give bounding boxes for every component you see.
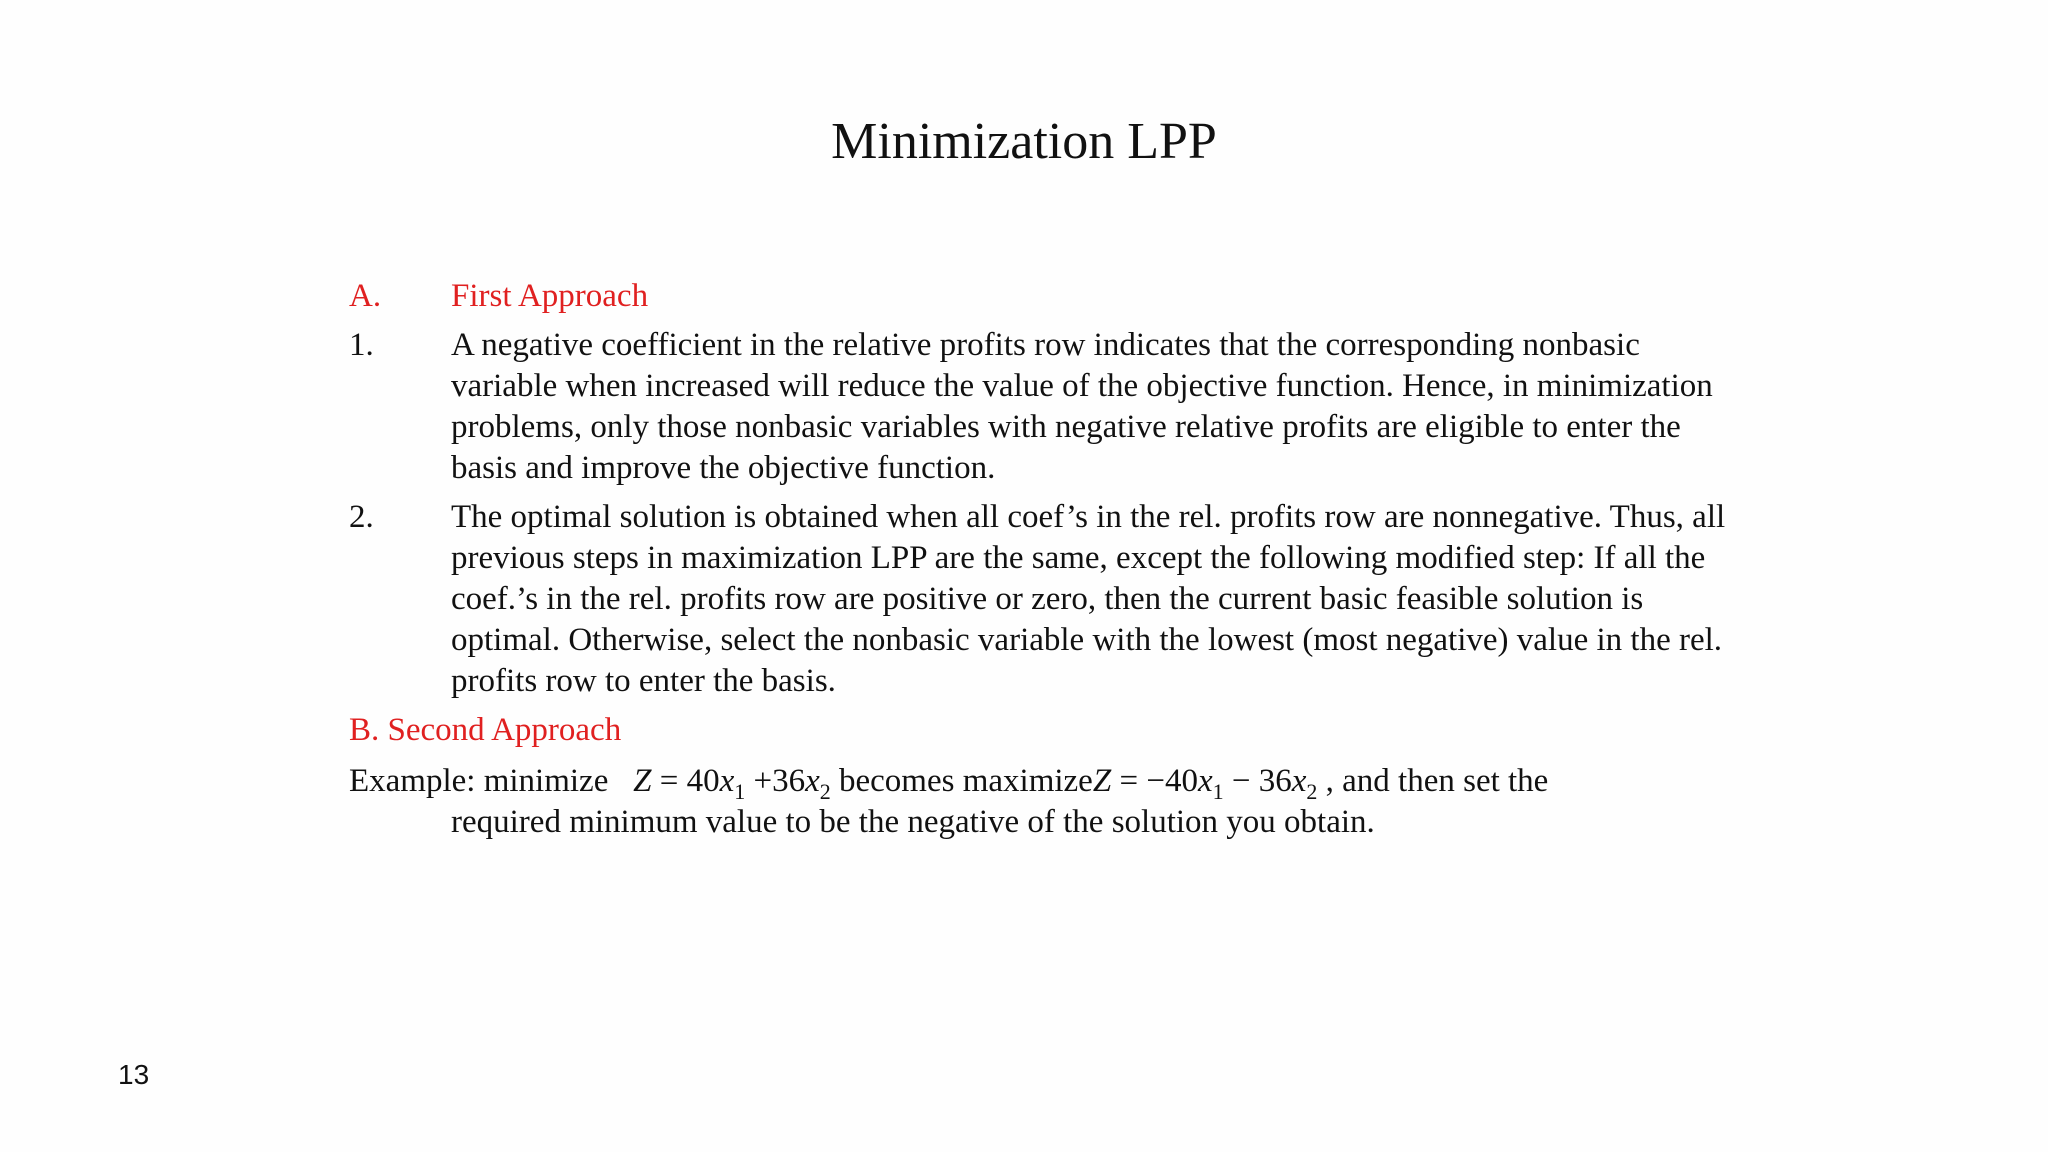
list-item-2 — [349, 497, 1749, 702]
formula-subscript: 2 — [819, 779, 831, 804]
maximize-formula — [1092, 763, 1318, 804]
formula-subscript: 2 — [1306, 779, 1318, 804]
formula-coefficient: 36 — [772, 763, 806, 799]
list-item-marker: 2. — [349, 499, 374, 535]
example-first-line — [349, 761, 1749, 802]
example-paragraph — [349, 761, 1749, 843]
formula-operator: − — [1231, 763, 1251, 799]
example-lead: Example: minimize — [349, 763, 609, 799]
example-continuation: required minimum value to be the negative of the solution you obtain. — [451, 804, 1375, 840]
list-item-text: The optimal solution is obtained when all coef’s in the rel. profits row are nonnegative. Thus, all previous steps in maximization LPP are the same, except the following modified step: If all the coef.’s in the rel. profits row are positive or zero, then the current basic feasible solution is optimal. Otherwise, select the nonbasic variable with the lowest (most negative) value in the rel. profits row to enter the basis. — [451, 499, 1726, 699]
page-number: 13 — [118, 1059, 150, 1090]
formula-z: Z — [1092, 763, 1112, 799]
slide-content — [349, 276, 1749, 843]
formula-variable: x — [1197, 763, 1213, 799]
formula-variable: x — [1291, 763, 1307, 799]
formula-subscript: 1 — [1212, 779, 1224, 804]
formula-coefficient: 36 — [1258, 763, 1292, 799]
section-a-heading — [349, 276, 1749, 317]
formula-coefficient: −40 — [1146, 763, 1198, 799]
section-a-marker: A. — [349, 278, 382, 314]
formula-equals: = — [659, 763, 679, 799]
formula-subscript: 1 — [734, 779, 746, 804]
formula-coefficient: 40 — [686, 763, 720, 799]
section-a-title: First Approach — [451, 278, 649, 314]
section-b-heading: B. Second Approach — [349, 712, 622, 748]
slide-title: Minimization LPP — [831, 113, 1217, 170]
example-middle: becomes maximize — [839, 763, 1093, 799]
formula-equals: = — [1119, 763, 1139, 799]
example-tail: , and then set the — [1325, 763, 1549, 799]
list-item-1 — [349, 325, 1749, 489]
list-item-text: A negative coefficient in the relative profits row indicates that the corresponding nonbasic variable when increased will reduce the value of the objective function. Hence, in minimization problems, only those nonbasic variables with negative relative profits are eligible to enter the basis and improve the objective function. — [451, 327, 1713, 486]
formula-z: Z — [633, 763, 652, 799]
formula-variable: x — [719, 763, 735, 799]
list-item-marker: 1. — [349, 327, 374, 363]
minimize-formula — [617, 763, 831, 804]
formula-variable: x — [805, 763, 820, 799]
formula-operator: + — [753, 763, 773, 799]
